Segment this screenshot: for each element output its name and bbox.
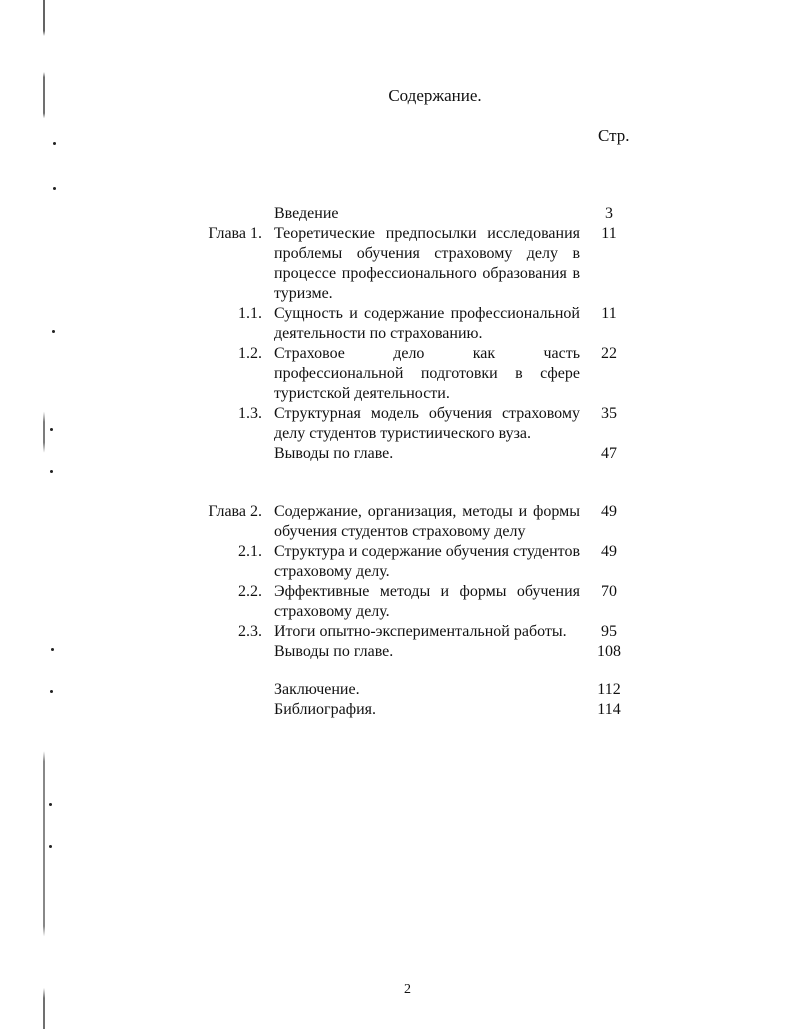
toc-entry-section-1-1[interactable]: [0, 304, 798, 344]
toc-entry-page: 35: [601, 405, 617, 422]
page-number: 2: [404, 982, 411, 997]
toc-entry-label: 1.3.: [238, 405, 262, 422]
toc-entry-section-2-3[interactable]: [0, 622, 798, 642]
toc-entry-chapter-2-conclusions[interactable]: [0, 642, 798, 662]
scan-speck: [53, 187, 56, 190]
toc-entry-section-1-3[interactable]: [0, 404, 798, 444]
toc-entry-text: Заключение.: [274, 681, 360, 698]
toc-entry-page: 49: [601, 543, 617, 560]
toc-entry-text: Структурная модель обучения страховому делу студентов туристиического вуза.: [274, 405, 580, 442]
toc-entry-page: 11: [601, 305, 617, 322]
toc-entry-label: 2.2.: [238, 583, 262, 600]
toc-entry-page: 112: [597, 681, 621, 698]
toc-entry-label: 2.3.: [238, 623, 262, 640]
scan-speck: [49, 803, 52, 806]
toc-entry-label: Глава 2.: [208, 503, 262, 520]
toc-entry-introduction[interactable]: [0, 204, 798, 224]
page-column-header: Стр.: [598, 126, 630, 145]
scan-speck: [49, 845, 52, 848]
toc-entry-text: Структура и содержание обучения студентов страховому делу.: [274, 543, 580, 580]
toc-entry-label: Глава 1.: [208, 225, 262, 242]
toc-entry-text: Библиография.: [274, 701, 376, 718]
toc-entry-bibliography[interactable]: [0, 700, 798, 720]
toc-entry-page: 108: [597, 643, 621, 660]
toc-entry-text: Введение: [274, 205, 339, 222]
toc-entry-page: 114: [597, 701, 621, 718]
toc-entry-section-2-2[interactable]: [0, 582, 798, 622]
toc-entry-section-1-2[interactable]: [0, 344, 798, 404]
toc-entry-page: 70: [601, 583, 617, 600]
toc-entry-page: 95: [601, 623, 617, 640]
spacer: [0, 464, 798, 502]
toc-entry-text: Выводы по главе.: [274, 643, 394, 660]
toc-entry-text: Сущность и содержание профессиональной деятельности по страхованию.: [274, 305, 580, 342]
toc-entry-chapter-1-conclusions[interactable]: [0, 444, 798, 464]
toc-entry-text: Выводы по главе.: [274, 445, 394, 462]
toc-entry-label: 1.2.: [238, 345, 262, 362]
toc-entry-section-2-1[interactable]: [0, 542, 798, 582]
toc-entry-text: Содержание, организация, методы и формы обучения студентов страховому делу: [274, 503, 580, 540]
toc-entry-chapter-2[interactable]: [0, 502, 798, 542]
toc-entry-label: 2.1.: [238, 543, 262, 560]
toc-entry-chapter-1[interactable]: [0, 224, 798, 304]
toc-entry-text: Теоретические предпосылки исследования проблемы обучения страховому делу в процессе профессионального образования в туризме.: [274, 225, 580, 302]
toc-entry-page: 22: [601, 345, 617, 362]
toc-entry-text: Эффективные методы и формы обучения страховому делу.: [274, 583, 580, 620]
scan-speck: [53, 142, 56, 145]
page-title: Содержание.: [388, 86, 482, 105]
toc-entry-page: 11: [601, 225, 617, 242]
toc-entry-conclusion[interactable]: [0, 680, 798, 700]
toc-entry-page: 47: [601, 445, 617, 462]
table-of-contents: [0, 204, 798, 720]
toc-entry-page: 49: [601, 503, 617, 520]
spacer: [0, 662, 798, 680]
toc-entry-text: Страховое дело как часть профессиональной подготовки в сфере туристской деятельности.: [274, 345, 580, 402]
toc-entry-text: Итоги опытно-экспериментальной работы.: [274, 623, 567, 640]
toc-entry-page: 3: [605, 205, 613, 222]
toc-entry-label: 1.1.: [238, 305, 262, 322]
